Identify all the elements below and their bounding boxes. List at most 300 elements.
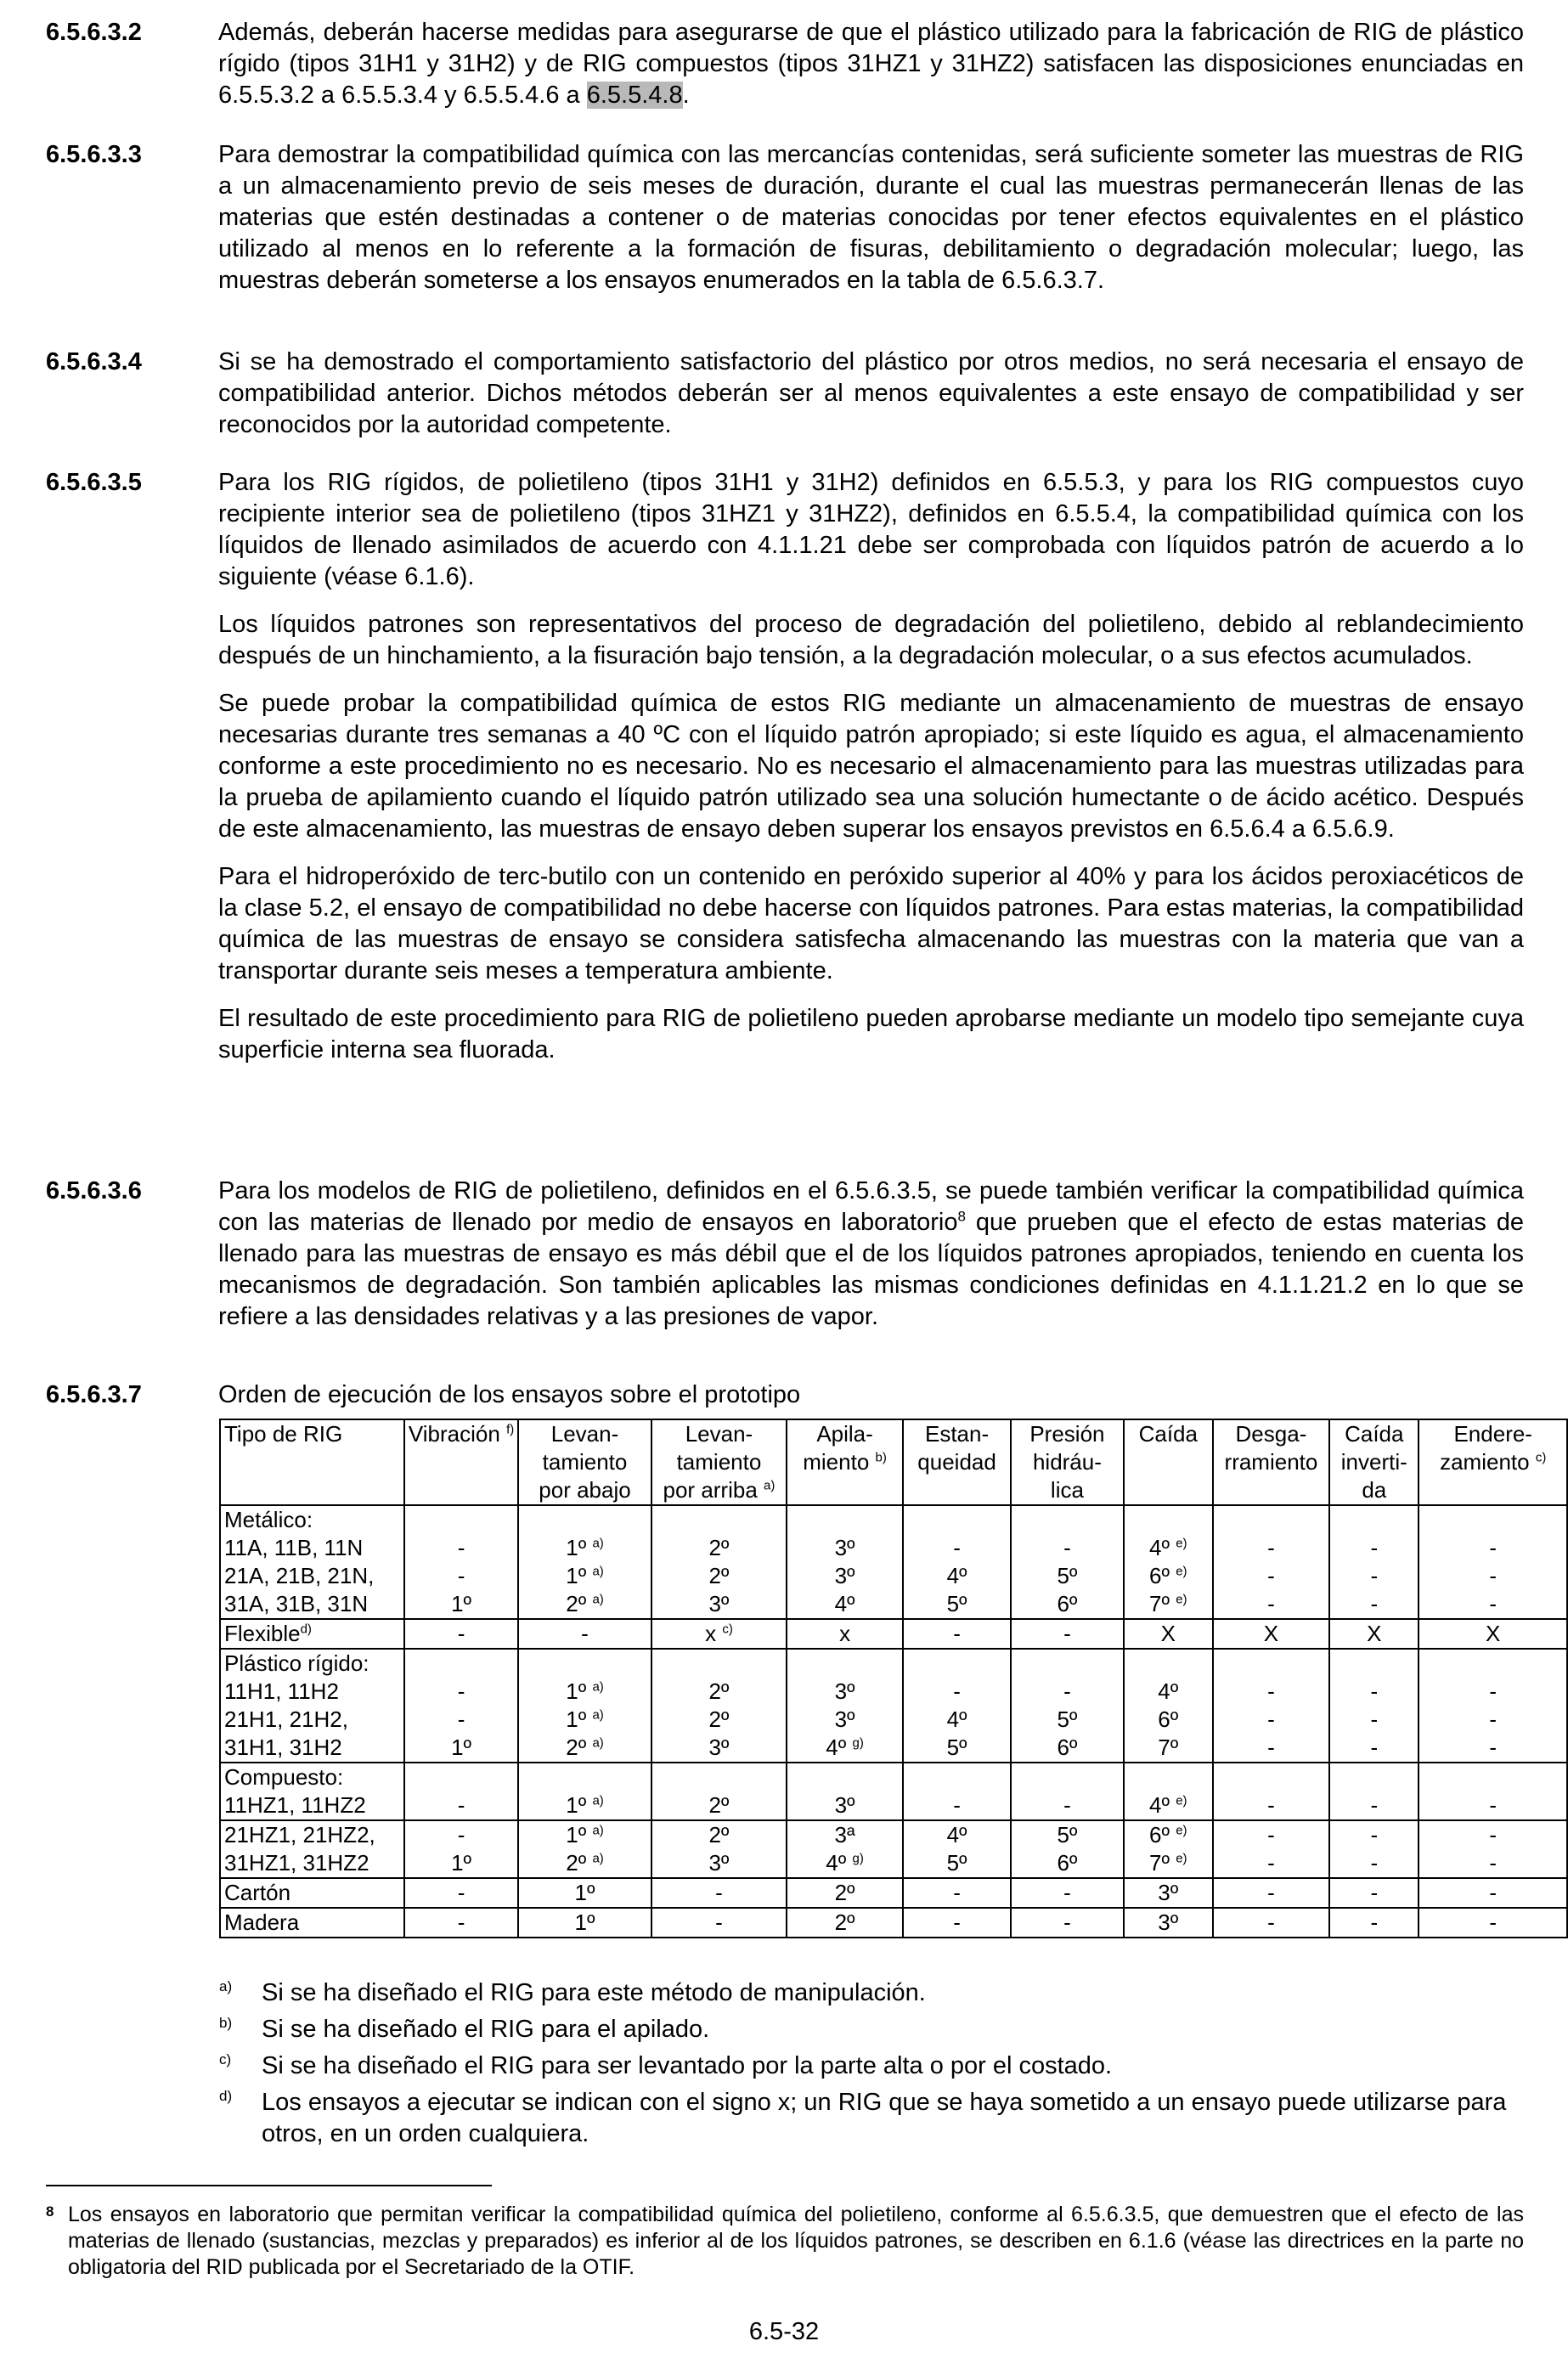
cell-footnote-marker: a) — [592, 1564, 604, 1579]
cell-line — [1128, 1763, 1209, 1791]
cell-line — [1128, 1734, 1209, 1762]
cell-value: 2º — [566, 1850, 587, 1876]
cell-value: - — [457, 1910, 465, 1935]
cell-value: 2º — [708, 1822, 730, 1847]
cell-value: - — [1267, 1563, 1275, 1588]
test-order-cell — [1419, 1820, 1567, 1878]
header-line — [907, 1420, 1007, 1448]
header-line — [1015, 1448, 1120, 1476]
section-number: 6.5.6.3.3 — [46, 141, 142, 168]
cell-line — [656, 1678, 782, 1706]
test-order-cell — [787, 1619, 903, 1649]
cell-line — [791, 1879, 899, 1907]
cell-line — [791, 1791, 899, 1819]
cell-value: - — [1370, 1850, 1379, 1876]
cell-line — [791, 1650, 899, 1678]
cell-line — [409, 1590, 514, 1618]
cell-line — [1217, 1849, 1325, 1877]
cell-line — [907, 1562, 1007, 1590]
cell-value: 5º — [946, 1591, 967, 1616]
rig-type-line: 11HZ1, 11HZ2 — [224, 1792, 366, 1818]
header-footnote-marker: b) — [875, 1450, 887, 1465]
cell-line — [522, 1849, 647, 1877]
cell-value: X — [1486, 1621, 1501, 1646]
cell-line — [907, 1909, 1007, 1937]
cell-value: - — [1063, 1621, 1071, 1646]
cell-line — [1334, 1763, 1414, 1791]
cell-value: 2º — [566, 1591, 587, 1616]
test-order-cell — [787, 1763, 903, 1820]
cell-line — [522, 1909, 647, 1937]
table-row — [220, 1878, 1567, 1908]
column-header — [651, 1419, 787, 1505]
test-order-cell — [1124, 1505, 1213, 1619]
cell-line — [1128, 1534, 1209, 1562]
cell-value: 4º — [1158, 1678, 1179, 1704]
section-6-5-6-3-2 — [46, 17, 1524, 127]
table-row — [220, 1763, 1567, 1820]
rig-type-cell — [220, 1763, 404, 1820]
paragraph: Se puede probar la compatibilidad química de estos RIG mediante un almacenamiento de muestras de ensayo necesarias durante tres semanas a 40 ºC con el líquido patrón apropiado; si este líquido es agua, el almacenamiento conforme a este procedimiento no es necesario. No es necesario el almacenamiento para las muestras utilizadas para la prueba de apilamiento cuando el líquido patrón utilizado sea una solución humectante o de ácido acético. Después de este almacenamiento, las muestras de ensayo deben superar los ensayos previstos en 6.5.6.4 a 6.5.6.9. — [218, 690, 1524, 843]
test-order-cell — [787, 1908, 903, 1938]
cell-line — [1015, 1909, 1120, 1937]
cell-line — [1423, 1791, 1563, 1819]
header-line — [1128, 1420, 1209, 1448]
rig-type-line: 31A, 31B, 31N — [224, 1591, 369, 1616]
cell-value: 3º — [834, 1678, 855, 1704]
cell-footnote-marker: a) — [592, 1823, 604, 1838]
cell-line — [409, 1909, 514, 1937]
cell-value: - — [1370, 1910, 1379, 1935]
section-6-5-6-3-6 — [46, 1176, 1524, 1349]
cell-line — [1334, 1650, 1414, 1678]
header-text: Estan- — [924, 1421, 990, 1447]
header-text: hidráu- — [1032, 1449, 1102, 1475]
cell-value: 4º — [946, 1822, 967, 1847]
cell-value: - — [953, 1678, 961, 1704]
test-order-cell — [1329, 1820, 1419, 1878]
section-body — [218, 1379, 1524, 1411]
cell-footnote-marker: g) — [852, 1851, 864, 1866]
cell-footnote-marker: e) — [1176, 1793, 1187, 1808]
header-text: Levan- — [685, 1421, 753, 1447]
cell-line — [409, 1849, 514, 1877]
rig-type-cell — [220, 1820, 404, 1878]
header-line — [656, 1448, 782, 1476]
header-line — [656, 1420, 782, 1448]
cell-line — [656, 1562, 782, 1590]
cell-line — [1217, 1678, 1325, 1706]
footnote-ref[interactable]: 8 — [957, 1208, 966, 1225]
cell-line — [522, 1650, 647, 1678]
rig-type-line: 31H1, 31H2 — [224, 1735, 342, 1760]
cell-value: 7º — [1158, 1735, 1179, 1760]
cell-line — [1128, 1706, 1209, 1734]
cell-footnote-marker: e) — [1176, 1564, 1187, 1579]
paragraph — [218, 1176, 1524, 1333]
cell-line — [791, 1821, 899, 1849]
test-order-cell — [1011, 1505, 1124, 1619]
cell-line — [1423, 1534, 1563, 1562]
cell-line — [1217, 1590, 1325, 1618]
cell-footnote-marker: g) — [852, 1735, 864, 1751]
cell-value: - — [1489, 1706, 1497, 1732]
cell-value: x — [839, 1621, 851, 1646]
paragraph: El resultado de este procedimiento para RIG de polietileno pueden aprobarse mediante un modelo tipo semejante cuya superficie interna sea fluorada. — [218, 1005, 1524, 1063]
cell-value: 3º — [834, 1706, 855, 1732]
cell-value: - — [457, 1706, 465, 1732]
cell-line — [1334, 1849, 1414, 1877]
column-header — [787, 1419, 903, 1505]
cell-value: 7º — [1149, 1591, 1170, 1616]
footnote-marker: 8 — [46, 2203, 54, 2220]
cell-value: - — [457, 1563, 465, 1588]
cell-line — [1015, 1763, 1120, 1791]
cell-value: 2º — [834, 1880, 855, 1905]
test-order-cell — [1213, 1763, 1329, 1820]
cell-value: - — [1267, 1678, 1275, 1704]
rig-type-line: Cartón — [224, 1880, 291, 1905]
test-order-cell — [1213, 1908, 1329, 1938]
cell-footnote-marker: a) — [592, 1536, 604, 1551]
test-order-cell — [787, 1878, 903, 1908]
column-header — [1329, 1419, 1419, 1505]
cell-value: - — [953, 1621, 961, 1646]
header-line — [1217, 1448, 1325, 1476]
cell-value: - — [1370, 1591, 1379, 1616]
footnote-text: Los ensayos en laboratorio que permitan verificar la compatibilidad química del polietileno, conforme al 6.5.6.3.5, que demuestren que el efecto de las materias de llenado (sustancias, mezclas y preparados) es inferior al de los líquidos patrones, se describen en 6.1.6 (véase las directrices en la parte no obligatoria del RID publicada por el Secretariado de la OTIF. — [68, 2203, 1524, 2279]
test-order-cell — [1419, 1505, 1567, 1619]
table-row — [220, 1908, 1567, 1938]
header-text: Endere- — [1453, 1421, 1532, 1447]
header-line — [224, 1420, 400, 1448]
table-body — [220, 1505, 1567, 1938]
column-header — [220, 1419, 404, 1505]
cell-line — [1334, 1909, 1414, 1937]
cell-line — [1128, 1821, 1209, 1849]
highlighted-reference[interactable]: 6.5.5.4.8 — [586, 82, 683, 109]
test-order-cell — [518, 1878, 651, 1908]
cell-line — [1423, 1763, 1563, 1791]
cell-value: 2º — [708, 1563, 730, 1588]
cell-value: 1º — [451, 1735, 472, 1760]
cell-value: 2º — [708, 1535, 730, 1560]
cell-line — [907, 1821, 1007, 1849]
rig-type-line — [224, 1620, 400, 1648]
cell-line — [907, 1734, 1007, 1762]
test-order-cell — [404, 1505, 518, 1619]
cell-line — [907, 1534, 1007, 1562]
cell-line — [1217, 1620, 1325, 1648]
cell-line — [656, 1879, 782, 1907]
test-order-cell — [651, 1820, 787, 1878]
cell-value: - — [1370, 1880, 1379, 1905]
test-order-cell — [518, 1908, 651, 1938]
cell-line — [1217, 1909, 1325, 1937]
test-order-cell — [1124, 1619, 1213, 1649]
column-header — [1011, 1419, 1124, 1505]
cell-value: - — [1267, 1880, 1275, 1905]
cell-line — [522, 1534, 647, 1562]
section-body — [218, 1176, 1524, 1333]
test-order-cell — [903, 1619, 1011, 1649]
cell-line — [1423, 1706, 1563, 1734]
note-text: Si se ha diseñado el RIG para el apilado. — [262, 2016, 710, 2043]
cell-value: 4º — [946, 1563, 967, 1588]
cell-value: - — [1267, 1735, 1275, 1760]
cell-line — [656, 1791, 782, 1819]
cell-value: - — [457, 1880, 465, 1905]
cell-line — [409, 1620, 514, 1648]
paragraph: Para demostrar la compatibilidad química con las mercancías contenidas, será suficiente someter las muestras de RIG a un almacenamiento previo de seis meses de duración, durante el cual las muestras permanecerán llenas de las materias que estén destinadas a contener o de materias conocidas por tener efectos equivalentes en el plástico utilizado al menos en lo referente a la formación de fisuras, debilitamiento o degradación molecular; luego, las muestras deberán someterse a los ensayos enumerados en la tabla de 6.5.6.3.7. — [218, 141, 1524, 294]
header-text: queidad — [917, 1449, 996, 1475]
cell-line — [522, 1620, 647, 1648]
header-line — [1334, 1448, 1414, 1476]
test-order-cell — [1419, 1878, 1567, 1908]
cell-footnote-marker: c) — [722, 1622, 733, 1637]
cell-line — [907, 1879, 1007, 1907]
rig-type-cell — [220, 1878, 404, 1908]
header-line — [522, 1448, 647, 1476]
test-order-cell — [1213, 1878, 1329, 1908]
cell-line — [907, 1506, 1007, 1534]
cell-line — [409, 1706, 514, 1734]
paragraph: Si se ha demostrado el comportamiento satisfactorio del plástico por otros medios, no será necesaria el ensayo de compatibilidad anterior. Dichos métodos deberán ser al menos equivalentes a este ensayo de compatibilidad y ser reconocidos por la autoridad competente. — [218, 348, 1524, 438]
cell-value: 1º — [451, 1850, 472, 1876]
cell-footnote-marker: e) — [1176, 1592, 1187, 1607]
header-line — [409, 1420, 514, 1448]
cell-value: 3º — [708, 1850, 730, 1876]
cell-line — [522, 1734, 647, 1762]
cell-line — [907, 1763, 1007, 1791]
cell-value: - — [953, 1910, 961, 1935]
cell-line — [522, 1678, 647, 1706]
cell-line — [1015, 1562, 1120, 1590]
cell-line — [522, 1791, 647, 1819]
cell-line — [409, 1650, 514, 1678]
cell-line — [1015, 1706, 1120, 1734]
cell-line — [791, 1734, 899, 1762]
header-line — [522, 1420, 647, 1448]
cell-value: - — [1489, 1910, 1497, 1935]
test-order-cell — [1329, 1649, 1419, 1763]
cell-value: - — [1370, 1822, 1379, 1847]
header-text: Apila- — [816, 1421, 873, 1447]
test-order-cell — [1124, 1908, 1213, 1938]
rig-type-cell — [220, 1908, 404, 1938]
cell-line — [1128, 1909, 1209, 1937]
cell-value: 3º — [708, 1735, 730, 1760]
cell-value: 2º — [708, 1678, 730, 1704]
cell-line — [656, 1650, 782, 1678]
rig-type-cell — [220, 1649, 404, 1763]
table-note — [219, 2014, 1527, 2045]
cell-line — [791, 1909, 899, 1937]
cell-value: 4º — [826, 1850, 847, 1876]
cell-value: - — [1267, 1910, 1275, 1935]
cell-value: 6º — [1149, 1822, 1170, 1847]
cell-line — [1423, 1849, 1563, 1877]
cell-line — [656, 1909, 782, 1937]
test-order-cell — [518, 1820, 651, 1878]
note-text: Los ensayos a ejecutar se indican con el signo x; un RIG que se haya sometido a un ensayo puede utilizarse para otros, en un orden cualquiera. — [262, 2089, 1507, 2147]
cell-line — [522, 1506, 647, 1534]
cell-value: - — [1063, 1792, 1071, 1818]
cell-line — [1128, 1791, 1209, 1819]
cell-value: - — [1489, 1591, 1497, 1616]
header-text: tamiento — [542, 1449, 628, 1475]
table-note — [219, 2087, 1527, 2150]
cell-line — [907, 1791, 1007, 1819]
test-order-cell — [1011, 1619, 1124, 1649]
section-number: 6.5.6.3.4 — [46, 348, 142, 375]
test-order-cell — [1419, 1908, 1567, 1938]
cell-value: - — [1267, 1706, 1275, 1732]
cell-value: 3º — [708, 1591, 730, 1616]
cell-value: 1º — [566, 1822, 587, 1847]
header-line — [522, 1476, 647, 1504]
cell-value: X — [1263, 1621, 1279, 1646]
header-text: lica — [1050, 1477, 1084, 1503]
rig-type-line: 31HZ1, 31HZ2 — [224, 1850, 369, 1876]
header-line — [791, 1420, 899, 1448]
cell-value: 5º — [1057, 1822, 1078, 1847]
paragraph-text: Para los modelos de RIG de polietileno, definidos en el 6.5.6.3.5, se puede también verificar la compatibilidad química con las materias de llenado por medio de ensayos en laboratorio — [218, 1177, 1524, 1236]
section-6-5-6-3-3 — [46, 139, 1524, 313]
test-order-cell — [787, 1649, 903, 1763]
test-order-cell — [1419, 1619, 1567, 1649]
test-order-cell — [404, 1619, 518, 1649]
cell-value: 7º — [1149, 1850, 1170, 1876]
cell-line — [1423, 1879, 1563, 1907]
test-order-cell — [404, 1649, 518, 1763]
header-text: Caída — [1345, 1421, 1404, 1447]
cell-value: 3º — [834, 1563, 855, 1588]
cell-value: - — [1489, 1822, 1497, 1847]
cell-line — [791, 1534, 899, 1562]
footnote-separator — [46, 2185, 492, 2186]
cell-value: 3º — [1158, 1910, 1179, 1935]
cell-value: 6º — [1057, 1591, 1078, 1616]
test-order-cell — [1011, 1649, 1124, 1763]
test-order-cell — [404, 1820, 518, 1878]
cell-line — [907, 1650, 1007, 1678]
cell-footnote-marker: a) — [592, 1793, 604, 1808]
test-order-cell — [787, 1505, 903, 1619]
test-order-cell — [903, 1908, 1011, 1938]
note-marker: c) — [219, 2051, 232, 2067]
rig-type-text: Flexible — [224, 1621, 301, 1646]
cell-line — [1423, 1590, 1563, 1618]
header-text: por abajo — [539, 1477, 631, 1503]
cell-line — [1128, 1678, 1209, 1706]
cell-value: 4º — [826, 1735, 847, 1760]
cell-line — [1217, 1706, 1325, 1734]
cell-line — [522, 1590, 647, 1618]
cell-line — [791, 1562, 899, 1590]
cell-value: 1º — [566, 1792, 587, 1818]
cell-line — [1217, 1562, 1325, 1590]
cell-value: - — [953, 1535, 961, 1560]
cell-line — [409, 1879, 514, 1907]
cell-value: 5º — [1057, 1706, 1078, 1732]
cell-line — [1334, 1678, 1414, 1706]
cell-line — [1128, 1650, 1209, 1678]
cell-line — [1128, 1562, 1209, 1590]
test-order-cell — [1124, 1763, 1213, 1820]
table-notes — [219, 1977, 1527, 2155]
table-note — [219, 1977, 1527, 2009]
cell-value: - — [457, 1535, 465, 1560]
cell-value: - — [1267, 1850, 1275, 1876]
test-order-cell — [903, 1505, 1011, 1619]
test-order-cell — [903, 1763, 1011, 1820]
column-header — [518, 1419, 651, 1505]
cell-line — [1015, 1879, 1120, 1907]
cell-value: - — [457, 1822, 465, 1847]
test-order-cell — [404, 1763, 518, 1820]
test-order-cell — [1011, 1908, 1124, 1938]
cell-line — [1015, 1678, 1120, 1706]
test-order-cell — [1124, 1649, 1213, 1763]
rig-type-line: Metálico: — [224, 1507, 313, 1532]
column-header — [1124, 1419, 1213, 1505]
header-footnote-marker: a) — [764, 1478, 776, 1493]
test-order-cell — [1419, 1649, 1567, 1763]
cell-line — [1334, 1534, 1414, 1562]
header-line — [1334, 1420, 1414, 1448]
section-number: 6.5.6.3.6 — [46, 1177, 142, 1204]
header-line — [1334, 1476, 1414, 1504]
test-order-cell — [518, 1763, 651, 1820]
cell-value: X — [1160, 1621, 1176, 1646]
test-order-cell — [518, 1649, 651, 1763]
paragraph: Para los RIG rígidos, de polietileno (tipos 31H1 y 31H2) definidos en 6.5.5.3, y para los RIG compuestos cuyo recipiente interior sea de polietileno (tipos 31HZ1 y 31HZ2), definidos en 6.5.5.4, la compatibilidad química con los líquidos de llenado asimilados de acuerdo con 4.1.1.21 debe ser comprobada con líquidos patrón de acuerdo a lo siguiente (véase 6.1.6). — [218, 469, 1524, 590]
test-order-cell — [903, 1649, 1011, 1763]
cell-footnote-marker: e) — [1176, 1851, 1187, 1866]
cell-line — [409, 1506, 514, 1534]
cell-line — [1015, 1590, 1120, 1618]
test-order-cell — [1419, 1763, 1567, 1820]
cell-line — [1423, 1678, 1563, 1706]
test-order-cell — [1213, 1649, 1329, 1763]
cell-value: - — [953, 1792, 961, 1818]
header-text: Levan- — [550, 1421, 619, 1447]
rig-type-line: 21HZ1, 21HZ2, — [224, 1822, 375, 1847]
cell-footnote-marker: e) — [1176, 1536, 1187, 1551]
test-order-cell — [651, 1619, 787, 1649]
section-body — [218, 467, 1524, 1066]
test-order-cell — [1329, 1505, 1419, 1619]
cell-line — [409, 1562, 514, 1590]
cell-value: 1º — [451, 1591, 472, 1616]
cell-line — [1217, 1506, 1325, 1534]
cell-value: - — [581, 1621, 589, 1646]
paragraph: Para el hidroperóxido de terc-butilo con un contenido en peróxido superior al 40% y para los ácidos peroxiacéticos de la clase 5.2, el ensayo de compatibilidad no debe hacerse con líquidos patrones. Para estas materias, la compatibilidad química de las muestras de ensayo se considera satisfecha almacenando las muestras con la materia que van a transportar durante seis meses a temperatura ambiente. — [218, 863, 1524, 984]
cell-line — [1334, 1821, 1414, 1849]
cell-line — [1015, 1506, 1120, 1534]
cell-line — [1217, 1879, 1325, 1907]
table-row — [220, 1649, 1567, 1763]
cell-value: - — [1267, 1535, 1275, 1560]
test-order-table — [219, 1419, 1568, 1938]
cell-line — [656, 1506, 782, 1534]
cell-line — [522, 1562, 647, 1590]
test-order-cell — [651, 1763, 787, 1820]
rig-type-line: 21H1, 21H2, — [224, 1706, 348, 1732]
cell-value: 1º — [566, 1678, 587, 1704]
cell-value: 2º — [566, 1735, 587, 1760]
